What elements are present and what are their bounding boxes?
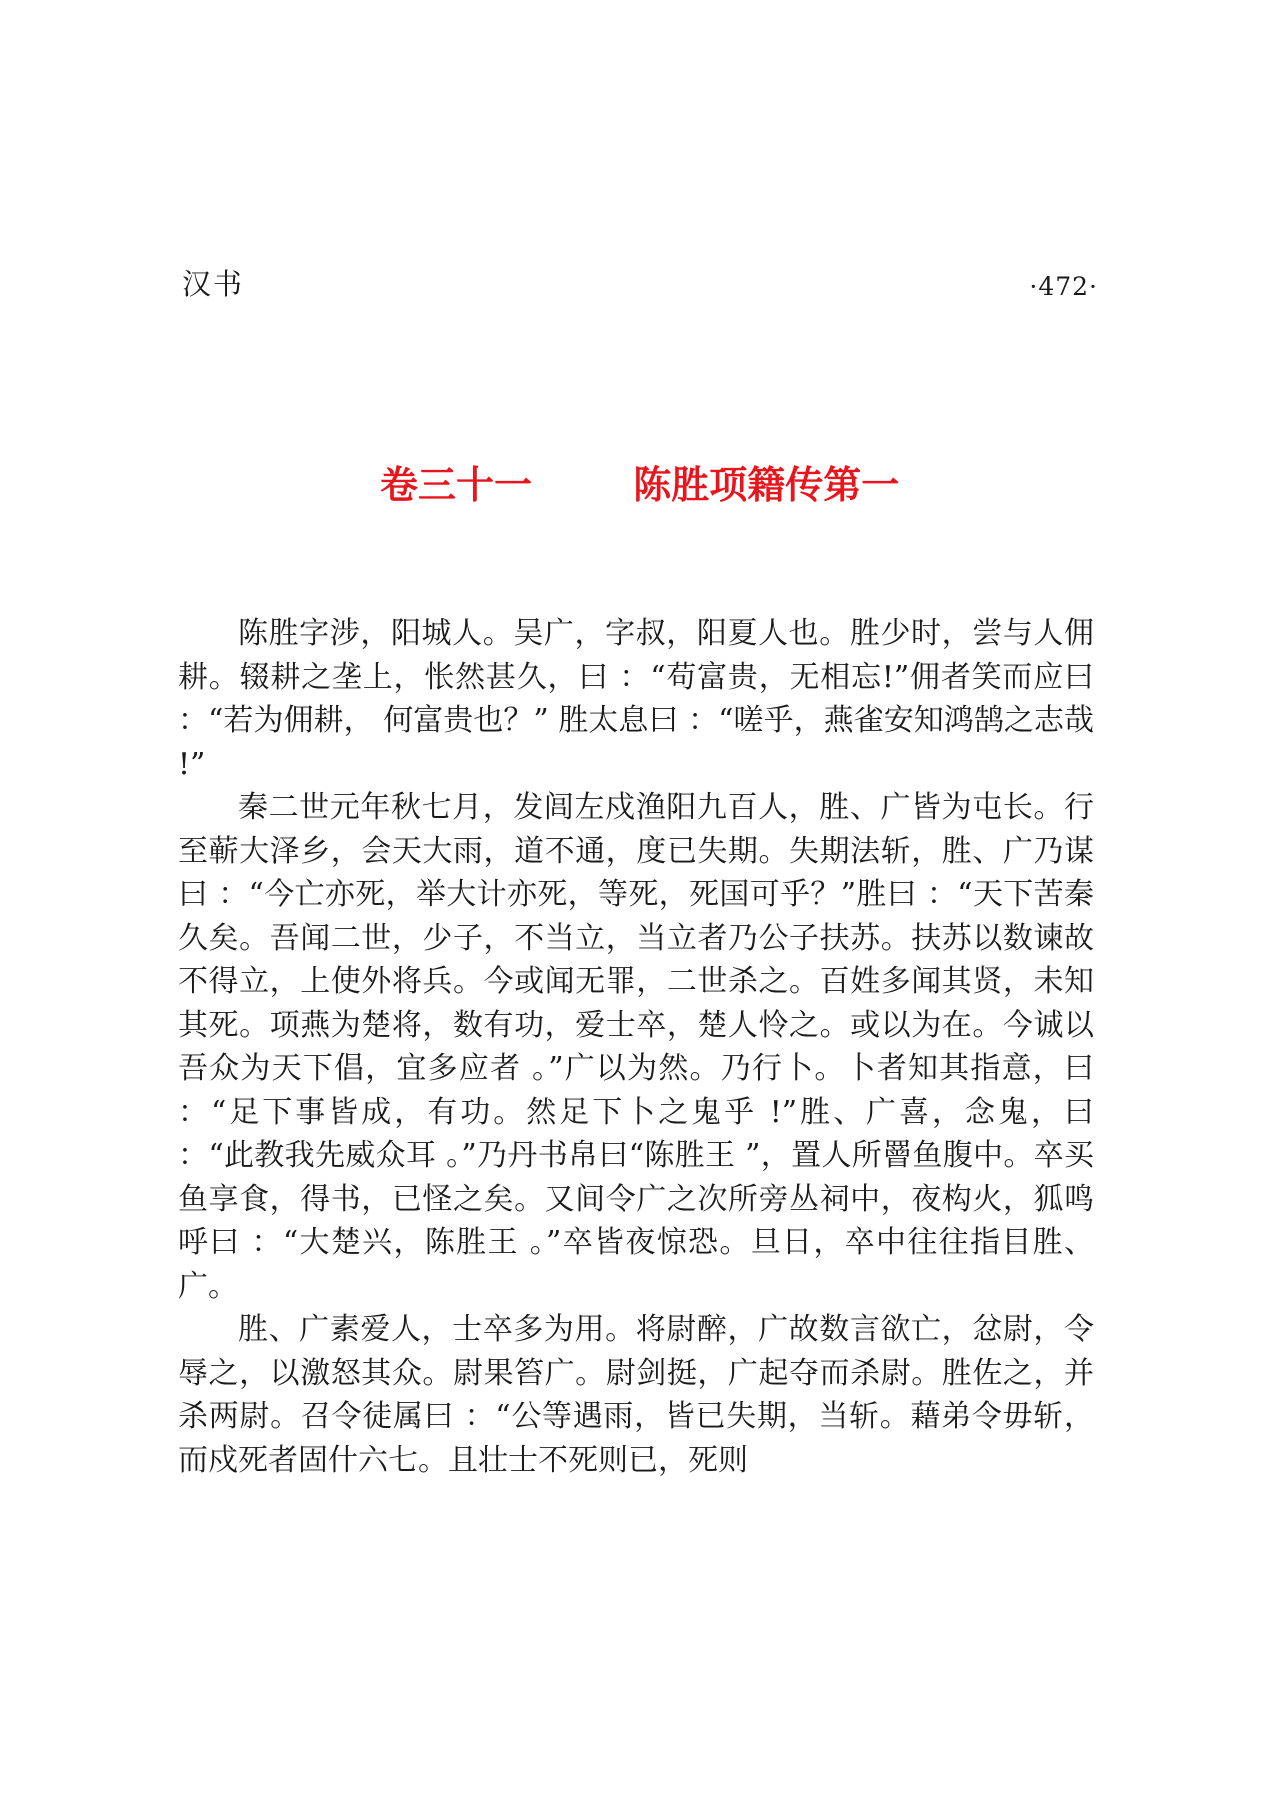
paragraph: 胜、广素爱人，士卒多为用。将尉醉，广故数言欲亡，忿尉，令辱之，以激怒其众。尉果笞广。尉剑挺，广起夺而杀尉。胜佐之，并杀两尉。召令徒属曰 ：“公等遇雨，皆已失期，当斩。藉弟令毋斩，而戍死者固什六七。且壮士不死则已，死则 bbox=[178, 1312, 1094, 1478]
body-text bbox=[178, 612, 1094, 1482]
paragraph: 秦二世元年秋七月，发闾左戍渔阳九百人，胜、广皆为屯长。行至蕲大泽乡，会天大雨，道不通，度已失期。失期法斩，胜、广乃谋曰 ：“今亡亦死，举大计亦死，等死，死国可乎？”胜曰 ：“天下苦秦久矣。吾闻二世，少子，不当立，当立者乃公子扶苏。扶苏以数谏故不得立，上使外将兵。今或闻无罪，二世杀之。百姓多闻其贤，未知其死。项燕为楚将，数有功，爱士卒，楚人怜之。或以为在。今诚以吾众为天下倡，宜多应者 。”广以为然。乃行卜。卜者知其指意，曰 ：“足下事皆成，有功。然足下卜之鬼乎 !”胜、广喜，念鬼，曰 ：“此教我先威众耳 。”乃丹书帛曰“陈胜王 ”，置人所罾鱼腹中。卒买鱼享食，得书，已怪之矣。又间令广之次所旁丛祠中，夜构火，狐鸣呼曰 ：“大楚兴，陈胜王 。”卒皆夜惊恐。旦日，卒中往往指目胜、广。 bbox=[178, 790, 1094, 1304]
paragraph: 陈胜字涉，阳城人。吴广，字叔，阳夏人也。胜少时，尝与人佣耕。辍耕之垄上，怅然甚久，曰 ：“苟富贵，无相忘!”佣者笑而应曰 ：“若为佣耕， 何富贵也？” 胜太息曰 ：“嗟乎，燕雀安知鸿鹄之志哉 !” bbox=[178, 616, 1094, 782]
chapter-volume: 卷三十一 bbox=[380, 463, 533, 507]
chapter-title: 陈胜项籍传第一 bbox=[633, 463, 900, 507]
page-number: ·472· bbox=[1029, 272, 1098, 301]
running-head-book-title: 汉书 bbox=[182, 267, 245, 301]
chapter-heading bbox=[380, 463, 900, 507]
